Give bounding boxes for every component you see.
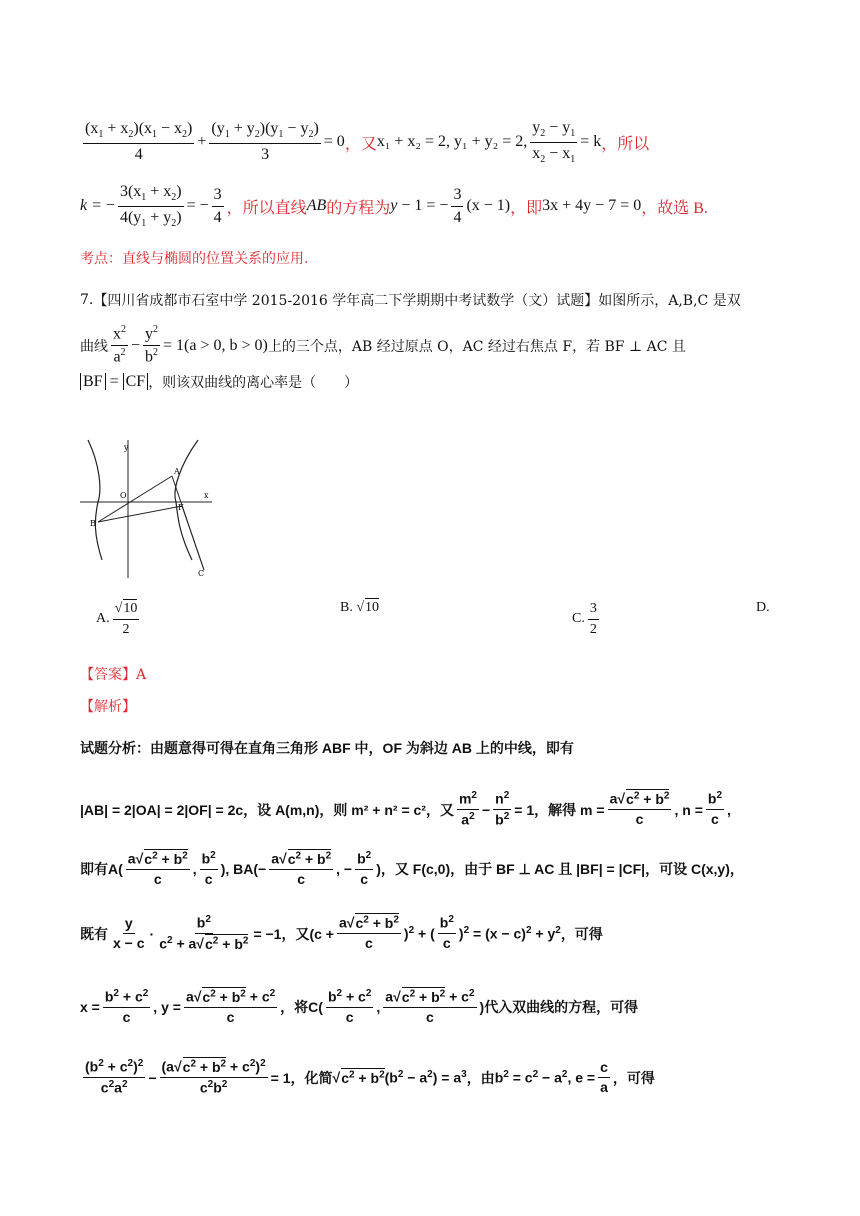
option-d-label: D.: [756, 600, 770, 615]
condition: x₁ + x₂ = 2, y₁ + y₂ = 2,: [376, 133, 528, 151]
k-label: k =: [80, 197, 102, 215]
red-text: ，又: [344, 135, 377, 153]
equation-line-2: k = − $\frac{3(x_1 + x_2)}{4(y_1 + y_2)}$ = − $\frac{3}{4}$ ，所以直线 AB 的方程为 y − 1 = − $\frac{3}{4}$ (x − 1) ，即 3x + 4y − 7 = 0 ，故选 B.: [80, 183, 708, 229]
label-o: O: [120, 491, 127, 500]
red-text: ，所以直线: [226, 199, 307, 217]
fraction: $\frac{3}{4}$: [453, 185, 462, 226]
ab-label: AB: [306, 197, 327, 215]
line-fc: [182, 506, 204, 570]
fraction: $\frac{(a√c^2 + b^2 + c^2)^2}{c^2b^2}$: [161, 1058, 266, 1096]
analysis-text: = 1，解得: [514, 801, 577, 818]
option-b-label: B.: [340, 600, 353, 615]
fraction: $\frac{3}{4}$: [213, 185, 222, 226]
analysis-line-6: $\frac{(b^2 + c^2)^2}{c^2a^2}$ − $\frac{(a√c^2 + b^2 + c^2)^2}{c^2b^2}$ = 1，化简 $√c^2 + b^2(b^2 - a^2) = a^3$ ，由 $b^2 = c^2 - a^2$, e = $\frac{c}{a}$ ，可得: [85, 1058, 655, 1096]
question-line-3: BF = CF ，则该双曲线的离心率是（ ）: [80, 372, 358, 392]
fraction: $\frac{(y_1 + y_2)(y_1 - y_2)}{3}$: [211, 120, 319, 164]
fraction: $\frac{x^2}{a^2}$: [113, 324, 126, 366]
fraction: $\frac{b^2}{c^2 + a√c^2 + b^2}$: [159, 914, 249, 952]
fraction: $\frac{b^2}{c}$: [201, 850, 216, 888]
label-a: A: [174, 467, 180, 476]
question-text: AB 经过原点 O，AC 经过右焦点 F，若 BF ⊥ AC 且: [351, 338, 686, 355]
question-number: 7.: [80, 292, 94, 308]
fraction: $\frac{3}{2}$: [589, 601, 597, 637]
analysis-line-5: x = $\frac{b^2 + c^2}{c}$ , y = $\frac{a√c^2 + b^2 + c^2}{c}$ ，将 C( $\frac{b^2 + c^2}{c}$ , $\frac{a√c^2 + b^2 + c^2}{c}$ ) 代入双曲线的方程，可得: [80, 988, 639, 1026]
red-text: ，即: [510, 199, 543, 217]
option-b: B. √10: [340, 600, 380, 615]
label-c: C: [198, 569, 205, 578]
question-source: 【四川省成都市石室中学 2015-2016 学年高二下学期期中考试数学（文）试题】: [93, 293, 599, 309]
fraction: $\frac{y^2}{b^2}$: [145, 324, 159, 366]
label-x: x: [204, 491, 209, 500]
fraction: $\frac{y_2 - y_1}{x_2 - x_1}$: [532, 119, 576, 165]
fraction: $\frac{c}{a}$: [600, 1058, 608, 1096]
hyperbola-left-branch: [88, 440, 102, 560]
fraction: $\frac{y}{x - c}$: [113, 914, 145, 952]
label-b: B: [90, 519, 96, 528]
analysis-text: ，可得: [560, 925, 603, 942]
question-line-2: 曲线 $\frac{x^2}{a^2}$ − $\frac{y^2}{b^2}$ = 1(a > 0, b > 0) 上的三个点， AB 经过原点 O，AC 经过右焦点 F，若 BF ⊥ AC 且: [80, 324, 686, 366]
eq-line: (x − 1): [466, 197, 511, 215]
fraction: $\frac{b^2}{c}$: [357, 850, 372, 888]
fraction: $\frac{m^2}{a^2}$: [458, 790, 477, 828]
option-a: [96, 600, 142, 638]
option-a-label: A.: [96, 611, 110, 626]
fraction: $\frac{(x_1 + x_2)(x_1 - x_2)}{4}$: [85, 120, 193, 164]
equation-line-1: $\frac{(x_1 + x_2)(x_1 - x_2)}{4}$ + $\frac{(y_1 + y_2)(y_1 - y_2)}{3}$ = 0 ，又 x₁ + x₂ = 2, y₁ + y₂ = 2, $\frac{y_2 - y_1}{x_2 - x_1}$ = k ，所以: [85, 119, 650, 165]
analysis-text: ，可得: [612, 1069, 655, 1086]
option-c-label: C.: [572, 611, 585, 626]
fraction: $\frac{b^2}{c}$: [439, 914, 454, 952]
answer: 【答案】A: [80, 667, 147, 683]
analysis-text: = −1，又: [253, 925, 310, 942]
question-text: 如图所示，A,B,C 是双: [598, 293, 741, 309]
analysis-line-2: |AB| = 2|OA| = 2|OF| = 2c，设 A(m,n)，则 m² + n² = c²，又 $\frac{m^2}{a^2}$ − $\frac{n^2}{b^2}$ = 1，解得 m = $\frac{a√c^2 + b^2}{c}$ , n = $\frac{b^2}{c}$ ,: [80, 790, 731, 828]
fraction: $\frac{b^2}{c}$: [707, 790, 723, 828]
analysis-title: 【解析】: [80, 699, 136, 715]
analysis-text: 即有: [80, 861, 108, 878]
analysis-text: ，将: [280, 999, 309, 1016]
fraction: $\frac{a√c^2 + b^2 + c^2}{c}$: [185, 988, 276, 1026]
fraction: $\frac{a√c^2 + b^2 + c^2}{c}$: [385, 988, 475, 1026]
question-text: ，则该双曲线的离心率是（ ）: [148, 375, 359, 391]
analysis-line-4: 既有 $\frac{y}{x - c}$ · $\frac{b^2}{c^2 + a√c^2 + b^2}$ = −1，又 (c + $\frac{a√c^2 + b^2}{c}$ )$^2$ + ( $\frac{b^2}{c}$ )$^2 = (x - c)^2 + y^2$ ，可得: [80, 914, 603, 952]
fraction: $\frac{n^2}{b^2}$: [495, 790, 510, 828]
analysis-line-1: 试题分析：由题意得可得在直角三角形 ABF 中，OF 为斜边 AB 上的中线，即有: [80, 740, 574, 756]
analysis-text: ，又 F(c,0)，由于 BF ⊥ AC 且 |BF| = |CF|，可设 C(x,y)，: [380, 861, 744, 878]
fraction: $\frac{a√c^2 + b^2}{c}$: [338, 914, 399, 952]
red-text: ，故选 B.: [641, 199, 708, 217]
kaodian: 考点：直线与椭圆的位置关系的应用.: [80, 251, 309, 267]
label-f: F: [178, 503, 184, 512]
fraction: $\frac{(b^2 + c^2)^2}{c^2a^2}$: [85, 1058, 144, 1096]
fraction: $\frac{a√c^2 + b^2}{c}$: [271, 850, 332, 888]
analysis-text: 代入双曲线的方程，可得: [484, 999, 639, 1016]
analysis-text: ，由: [466, 1069, 495, 1086]
fraction: $\frac{a√c^2 + b^2}{c}$: [127, 850, 188, 888]
fraction: $\frac{√10}{2}$: [114, 601, 138, 637]
fraction: $\frac{b^2 + c^2}{c}$: [327, 988, 372, 1026]
option-c: [572, 600, 602, 638]
option-d: [756, 600, 770, 616]
analysis-line-3: 即有 A( $\frac{a√c^2 + b^2}{c}$ , $\frac{b^2}{c}$ ), BA(− $\frac{a√c^2 + b^2}{c}$ , − $\frac{b^2}{c}$ ) ，又 F(c,0)，由于 BF ⊥ AC 且 |BF| = |CF|，可设 C(x,y)，: [80, 850, 744, 888]
eq-zero: = 0: [323, 133, 345, 151]
red-text: 的方程为: [326, 199, 391, 217]
analysis-text: = 1，化简: [270, 1069, 333, 1086]
analysis-text: 既有: [80, 925, 108, 942]
red-text: ，所以: [601, 135, 650, 153]
eq-k: = k: [580, 133, 602, 151]
fraction: $\frac{3(x_1 + x_2)}{4(y_1 + y_2)}$: [119, 183, 182, 229]
label-y: y: [124, 443, 129, 452]
eq-final: 3x + 4y − 7 = 0: [542, 197, 642, 215]
hyperbola-figure: [80, 410, 220, 580]
fraction: $\frac{b^2 + c^2}{c}$: [104, 988, 149, 1026]
question-line-1: [80, 290, 741, 310]
question-text: 上的三个点，: [267, 338, 352, 355]
analysis-text: |AB| = 2|OA| = 2|OF| = 2c，设 A(m,n)，则 m² + n² = c²，又: [80, 801, 454, 818]
fraction: $\frac{a√c^2 + b^2}{c}$: [609, 790, 670, 828]
question-text: 曲线: [80, 338, 108, 355]
